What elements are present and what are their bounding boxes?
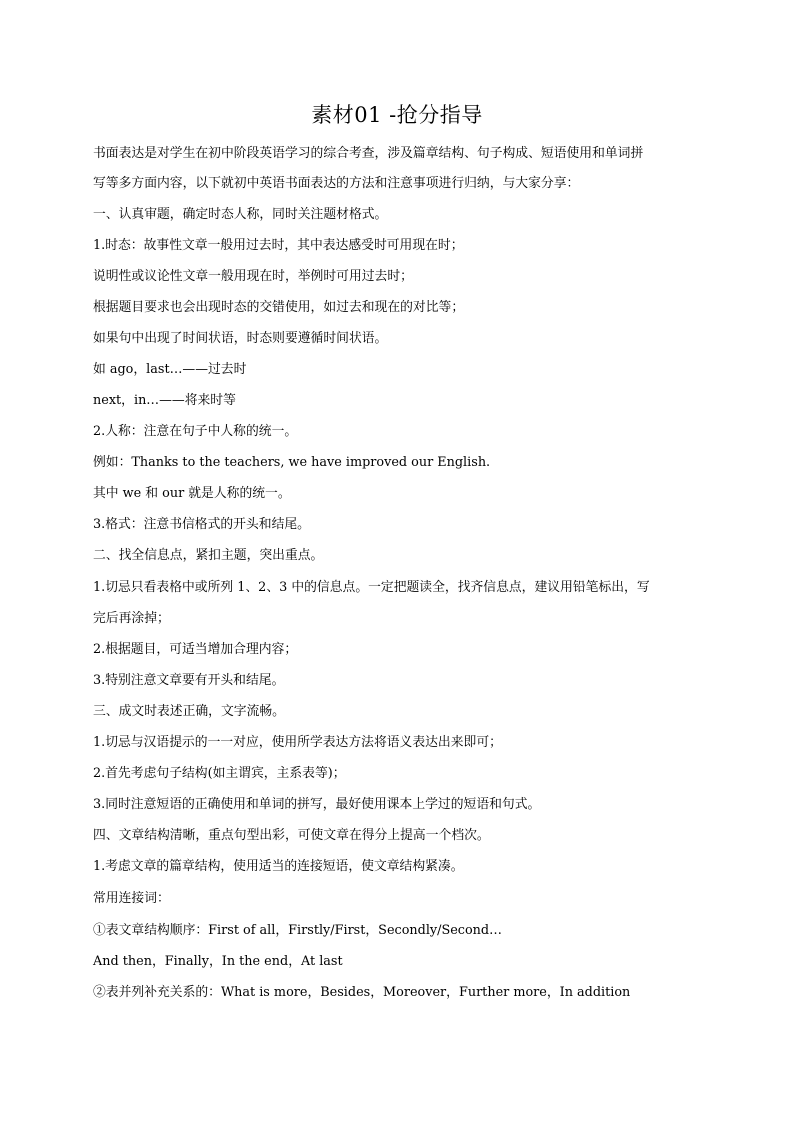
section-heading: 二、找全信息点，紧扣主题，突出重点。 [93,548,324,563]
paragraph-line: 1.切忌与汉语提示的一一对应，使用所学表达方法将语义表达出来即可； [93,735,502,750]
paragraph-line: 2.人称：注意在句子中人称的统一。 [93,424,298,439]
paragraph-line: 其中 we 和 our 就是人称的统一。 [93,486,291,501]
paragraph-line: 2.根据题目，可适当增加合理内容； [93,642,298,657]
section-heading: 三、成文时表述正确，文字流畅。 [93,704,285,719]
paragraph-line: 常用连接词： [93,891,170,906]
paragraph-line: next，in…——将来时等 [93,393,236,408]
paragraph-line: 写等多方面内容，以下就初中英语书面表达的方法和注意事项进行归纳，与大家分享： [93,176,580,191]
paragraph-line: 根据题目要求也会出现时态的交错使用，如过去和现在的对比等； [93,300,465,315]
paragraph-line: 如果句中出现了时间状语，时态则要遵循时间状语。 [93,331,388,346]
paragraph-line: 例如：Thanks to the teachers, we have improved our English. [93,455,491,470]
paragraph-line: 2.首先考虑句子结构(如主谓宾，主系表等)； [93,766,346,781]
paragraph-line: ②表并列补充关系的：What is more，Besides，Moreover，Further more，In addition [93,985,631,1000]
paragraph-line: 说明性或议论性文章一般用现在时，举例时可用过去时； [93,269,413,284]
section-heading: 一、认真审题，确定时态人称，同时关注题材格式。 [93,207,388,222]
paragraph-line: 1.时态：故事性文章一般用过去时，其中表达感受时可用现在时； [93,238,464,253]
paragraph-line: 完后再涂掉； [93,611,170,626]
paragraph-line: And then，Finally，In the end，At last [93,954,343,969]
paragraph-line: 3.特别注意文章要有开头和结尾。 [93,673,285,688]
paragraph-line: 书面表达是对学生在初中阶段英语学习的综合考查，涉及篇章结构、句子构成、短语使用和单词拼 [93,146,644,161]
section-heading: 四、文章结构清晰，重点句型出彩，可使文章在得分上提高一个档次。 [93,828,490,843]
paragraph-line: 1.切忌只看表格中或所列 1、2、3 中的信息点。一定把题读全，找齐信息点，建议用铅笔标出，写 [93,580,650,595]
paragraph-line: 3.格式：注意书信格式的开头和结尾。 [93,517,310,532]
paragraph-line: 如 ago，last…——过去时 [93,362,247,377]
paragraph-line: ①表文章结构顺序：First of all，Firstly/First，Secondly/Second… [93,923,502,938]
paragraph-line: 3.同时注意短语的正确使用和单词的拼写，最好使用课本上学过的短语和句式。 [93,797,541,812]
page-title: 素材01 -抢分指导 [311,103,483,127]
paragraph-line: 1.考虑文章的篇章结构，使用适当的连接短语，使文章结构紧凑。 [93,859,464,874]
